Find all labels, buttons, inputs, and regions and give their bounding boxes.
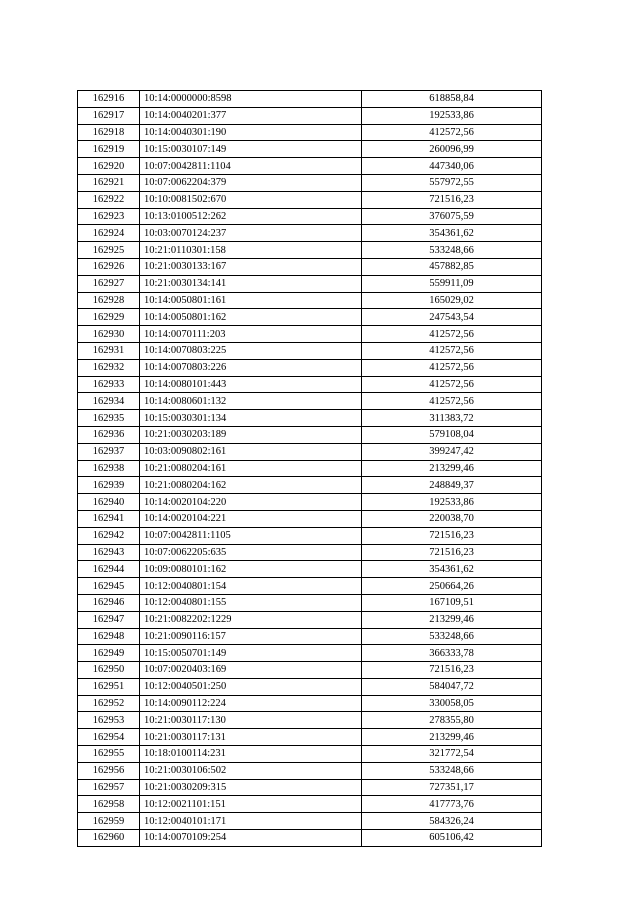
row-number-cell: 162949	[78, 645, 140, 662]
row-number-cell: 162960	[78, 830, 140, 847]
table-row	[78, 359, 542, 376]
row-number-cell: 162923	[78, 208, 140, 225]
row-number-cell: 162951	[78, 678, 140, 695]
table-row	[78, 813, 542, 830]
row-number-cell: 162939	[78, 477, 140, 494]
amount-cell: 412572,56	[362, 326, 542, 343]
cadastral-number-cell: 10:18:0100114:231	[140, 746, 362, 763]
table-row	[78, 746, 542, 763]
cadastral-number-cell: 10:14:0000000:8598	[140, 91, 362, 108]
cadastral-number-cell: 10:14:0070803:226	[140, 359, 362, 376]
cadastral-number-cell: 10:21:0030117:131	[140, 729, 362, 746]
amount-cell: 412572,56	[362, 376, 542, 393]
data-table	[77, 90, 542, 847]
amount-cell: 412572,56	[362, 393, 542, 410]
amount-cell: 321772,54	[362, 746, 542, 763]
cadastral-number-cell: 10:14:0070111:203	[140, 326, 362, 343]
amount-cell: 192533,86	[362, 494, 542, 511]
row-number-cell: 162938	[78, 460, 140, 477]
table-row	[78, 494, 542, 511]
cadastral-number-cell: 10:21:0090116:157	[140, 628, 362, 645]
table-row	[78, 510, 542, 527]
table-row	[78, 762, 542, 779]
row-number-cell: 162957	[78, 779, 140, 796]
cadastral-number-cell: 10:14:0020104:221	[140, 510, 362, 527]
amount-cell: 533248,66	[362, 628, 542, 645]
table-row	[78, 544, 542, 561]
cadastral-number-cell: 10:07:0062204:379	[140, 174, 362, 191]
amount-cell: 417773,76	[362, 796, 542, 813]
amount-cell: 618858,84	[362, 91, 542, 108]
row-number-cell: 162958	[78, 796, 140, 813]
amount-cell: 457882,85	[362, 258, 542, 275]
row-number-cell: 162934	[78, 393, 140, 410]
cadastral-number-cell: 10:21:0030203:189	[140, 426, 362, 443]
row-number-cell: 162928	[78, 292, 140, 309]
cadastral-number-cell: 10:21:0080204:162	[140, 477, 362, 494]
amount-cell: 192533,86	[362, 107, 542, 124]
row-number-cell: 162955	[78, 746, 140, 763]
table-row	[78, 628, 542, 645]
amount-cell: 354361,62	[362, 225, 542, 242]
amount-cell: 412572,56	[362, 124, 542, 141]
table-row	[78, 527, 542, 544]
table-row	[78, 796, 542, 813]
row-number-cell: 162942	[78, 527, 140, 544]
table-row	[78, 309, 542, 326]
cadastral-number-cell: 10:14:0020104:220	[140, 494, 362, 511]
row-number-cell: 162944	[78, 561, 140, 578]
amount-cell: 260096,99	[362, 141, 542, 158]
cadastral-number-cell: 10:03:0070124:237	[140, 225, 362, 242]
table-row	[78, 393, 542, 410]
row-number-cell: 162929	[78, 309, 140, 326]
row-number-cell: 162947	[78, 611, 140, 628]
cadastral-number-cell: 10:14:0070109:254	[140, 830, 362, 847]
table-row	[78, 258, 542, 275]
cadastral-number-cell: 10:07:0042811:1105	[140, 527, 362, 544]
table-row	[78, 292, 542, 309]
table-row	[78, 678, 542, 695]
cadastral-number-cell: 10:14:0080601:132	[140, 393, 362, 410]
cadastral-number-cell: 10:14:0070803:225	[140, 342, 362, 359]
table-row	[78, 578, 542, 595]
table-row	[78, 225, 542, 242]
amount-cell: 533248,66	[362, 242, 542, 259]
row-number-cell: 162953	[78, 712, 140, 729]
amount-cell: 584047,72	[362, 678, 542, 695]
table-row	[78, 460, 542, 477]
table-row	[78, 174, 542, 191]
table-row	[78, 141, 542, 158]
amount-cell: 311383,72	[362, 410, 542, 427]
row-number-cell: 162916	[78, 91, 140, 108]
table-row	[78, 191, 542, 208]
amount-cell: 412572,56	[362, 342, 542, 359]
table-row	[78, 107, 542, 124]
amount-cell: 559911,09	[362, 275, 542, 292]
cadastral-number-cell: 10:21:0030134:141	[140, 275, 362, 292]
amount-cell: 213299,46	[362, 729, 542, 746]
cadastral-number-cell: 10:07:0020403:169	[140, 662, 362, 679]
cadastral-number-cell: 10:10:0081502:670	[140, 191, 362, 208]
amount-cell: 605106,42	[362, 830, 542, 847]
cadastral-number-cell: 10:12:0040801:154	[140, 578, 362, 595]
table-row	[78, 611, 542, 628]
table-row	[78, 410, 542, 427]
amount-cell: 412572,56	[362, 359, 542, 376]
amount-cell: 579108,04	[362, 426, 542, 443]
cadastral-number-cell: 10:14:0040301:190	[140, 124, 362, 141]
amount-cell: 354361,62	[362, 561, 542, 578]
table-body	[78, 91, 542, 847]
row-number-cell: 162950	[78, 662, 140, 679]
row-number-cell: 162927	[78, 275, 140, 292]
cadastral-number-cell: 10:15:0030107:149	[140, 141, 362, 158]
cadastral-number-cell: 10:12:0040101:171	[140, 813, 362, 830]
cadastral-number-cell: 10:15:0030301:134	[140, 410, 362, 427]
table-row	[78, 342, 542, 359]
amount-cell: 213299,46	[362, 460, 542, 477]
cadastral-number-cell: 10:21:0082202:1229	[140, 611, 362, 628]
row-number-cell: 162933	[78, 376, 140, 393]
row-number-cell: 162941	[78, 510, 140, 527]
table-row	[78, 275, 542, 292]
row-number-cell: 162930	[78, 326, 140, 343]
cadastral-number-cell: 10:14:0090112:224	[140, 695, 362, 712]
amount-cell: 330058,05	[362, 695, 542, 712]
row-number-cell: 162948	[78, 628, 140, 645]
cadastral-number-cell: 10:12:0021101:151	[140, 796, 362, 813]
table-row	[78, 712, 542, 729]
row-number-cell: 162937	[78, 443, 140, 460]
table-row	[78, 695, 542, 712]
cadastral-number-cell: 10:07:0062205:635	[140, 544, 362, 561]
cadastral-number-cell: 10:03:0090802:161	[140, 443, 362, 460]
amount-cell: 250664,26	[362, 578, 542, 595]
cadastral-number-cell: 10:14:0080101:443	[140, 376, 362, 393]
table-row	[78, 443, 542, 460]
table-row	[78, 91, 542, 108]
row-number-cell: 162924	[78, 225, 140, 242]
row-number-cell: 162946	[78, 594, 140, 611]
amount-cell: 721516,23	[362, 191, 542, 208]
cadastral-number-cell: 10:14:0050801:162	[140, 309, 362, 326]
amount-cell: 165029,02	[362, 292, 542, 309]
row-number-cell: 162918	[78, 124, 140, 141]
row-number-cell: 162954	[78, 729, 140, 746]
amount-cell: 366333,78	[362, 645, 542, 662]
amount-cell: 721516,23	[362, 544, 542, 561]
row-number-cell: 162921	[78, 174, 140, 191]
cadastral-number-cell: 10:21:0030209:315	[140, 779, 362, 796]
cadastral-number-cell: 10:21:0110301:158	[140, 242, 362, 259]
row-number-cell: 162936	[78, 426, 140, 443]
table-row	[78, 158, 542, 175]
cadastral-number-cell: 10:21:0030106:502	[140, 762, 362, 779]
cadastral-number-cell: 10:14:0040201:377	[140, 107, 362, 124]
table-row	[78, 779, 542, 796]
row-number-cell: 162932	[78, 359, 140, 376]
amount-cell: 248849,37	[362, 477, 542, 494]
row-number-cell: 162931	[78, 342, 140, 359]
row-number-cell: 162956	[78, 762, 140, 779]
table-row	[78, 477, 542, 494]
amount-cell: 584326,24	[362, 813, 542, 830]
amount-cell: 399247,42	[362, 443, 542, 460]
cadastral-number-cell: 10:21:0030117:130	[140, 712, 362, 729]
amount-cell: 376075,59	[362, 208, 542, 225]
table-row	[78, 594, 542, 611]
row-number-cell: 162926	[78, 258, 140, 275]
amount-cell: 167109,51	[362, 594, 542, 611]
row-number-cell: 162935	[78, 410, 140, 427]
amount-cell: 557972,55	[362, 174, 542, 191]
table-row	[78, 645, 542, 662]
cadastral-number-cell: 10:21:0030133:167	[140, 258, 362, 275]
row-number-cell: 162945	[78, 578, 140, 595]
row-number-cell: 162917	[78, 107, 140, 124]
amount-cell: 721516,23	[362, 527, 542, 544]
amount-cell: 220038,70	[362, 510, 542, 527]
table-row	[78, 242, 542, 259]
cadastral-number-cell: 10:09:0080101:162	[140, 561, 362, 578]
cadastral-number-cell: 10:14:0050801:161	[140, 292, 362, 309]
row-number-cell: 162920	[78, 158, 140, 175]
table-row	[78, 376, 542, 393]
table-row	[78, 124, 542, 141]
row-number-cell: 162922	[78, 191, 140, 208]
row-number-cell: 162959	[78, 813, 140, 830]
row-number-cell: 162919	[78, 141, 140, 158]
row-number-cell: 162940	[78, 494, 140, 511]
table-row	[78, 208, 542, 225]
amount-cell: 721516,23	[362, 662, 542, 679]
cadastral-number-cell: 10:07:0042811:1104	[140, 158, 362, 175]
table-row	[78, 830, 542, 847]
amount-cell: 727351,17	[362, 779, 542, 796]
cadastral-number-cell: 10:12:0040501:250	[140, 678, 362, 695]
table-row	[78, 729, 542, 746]
table-row	[78, 326, 542, 343]
table-row	[78, 662, 542, 679]
row-number-cell: 162943	[78, 544, 140, 561]
amount-cell: 247543,54	[362, 309, 542, 326]
row-number-cell: 162952	[78, 695, 140, 712]
table-row	[78, 561, 542, 578]
cadastral-number-cell: 10:15:0050701:149	[140, 645, 362, 662]
cadastral-number-cell: 10:21:0080204:161	[140, 460, 362, 477]
table-row	[78, 426, 542, 443]
amount-cell: 533248,66	[362, 762, 542, 779]
amount-cell: 278355,80	[362, 712, 542, 729]
cadastral-number-cell: 10:12:0040801:155	[140, 594, 362, 611]
amount-cell: 447340,06	[362, 158, 542, 175]
row-number-cell: 162925	[78, 242, 140, 259]
cadastral-number-cell: 10:13:0100512:262	[140, 208, 362, 225]
amount-cell: 213299,46	[362, 611, 542, 628]
